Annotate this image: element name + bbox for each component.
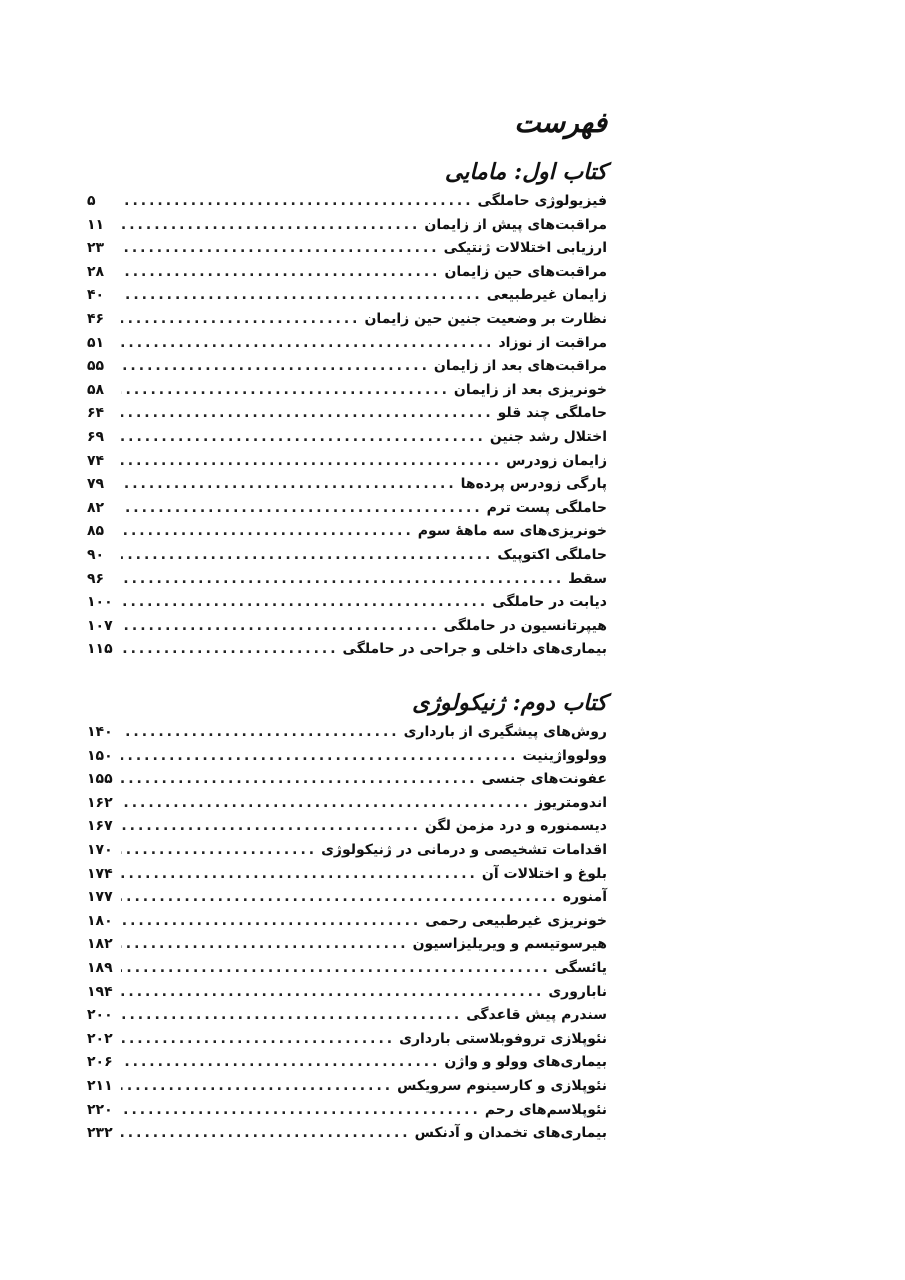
toc-entry-page-number: ۷۴ (87, 452, 105, 469)
toc-entry-page-number: ۶۴ (87, 405, 105, 422)
toc-entry[interactable] (87, 284, 607, 308)
dot-leader (121, 261, 440, 285)
toc-entry[interactable] (87, 497, 607, 521)
toc-entry[interactable] (87, 261, 607, 285)
dot-leader (121, 910, 421, 934)
toc-entry-title: روش‌های پیشگیری از بارداری (403, 724, 607, 740)
toc-entry[interactable] (87, 1075, 607, 1099)
toc-entry[interactable] (87, 910, 607, 934)
toc-entry[interactable] (87, 933, 607, 957)
toc-entry-page-number: ۱۱ (87, 216, 105, 233)
toc-entry[interactable] (87, 721, 607, 745)
toc-entry-page-number: ۶۹ (87, 428, 105, 445)
toc-entry-title: فیزیولوژی حاملگی (477, 193, 607, 209)
toc-entry[interactable] (87, 450, 607, 474)
toc-entry[interactable] (87, 544, 607, 568)
toc-entry-page-number: ۴۰ (87, 287, 105, 304)
dot-leader (121, 284, 483, 308)
dot-leader (121, 792, 531, 816)
toc-entry-title: ناباروری (548, 983, 607, 1000)
toc-entry-page-number: ۲۲۰ (87, 1101, 113, 1118)
toc-entry-page-number: ۲۰۶ (87, 1054, 113, 1071)
toc-list (87, 721, 607, 1146)
toc-entry-title: نئوپلازی و کارسینوم سرویکس (397, 1077, 607, 1094)
toc-entry-title: سندرم پیش قاعدگی (466, 1007, 607, 1024)
dot-leader (121, 450, 502, 474)
dot-leader (121, 402, 494, 426)
toc-entry-page-number: ۴۶ (87, 310, 105, 327)
toc-entry[interactable] (87, 190, 607, 214)
toc-entry[interactable] (87, 520, 607, 544)
toc-entry-page-number: ۱۴۰ (87, 724, 113, 740)
toc-entry-page-number: ۸۵ (87, 523, 105, 540)
toc-entry[interactable] (87, 839, 607, 863)
toc-entry-page-number: ۱۷۴ (87, 865, 113, 882)
dot-leader (121, 332, 494, 356)
toc-entry[interactable] (87, 1051, 607, 1075)
toc-entry[interactable] (87, 1004, 607, 1028)
toc-entry-page-number: ۱۶۲ (87, 794, 113, 811)
dot-leader (121, 863, 478, 887)
toc-entry[interactable] (87, 379, 607, 403)
toc-entry-page-number: ۸۲ (87, 499, 105, 516)
toc-entry[interactable] (87, 332, 607, 356)
toc-entry[interactable] (87, 638, 607, 662)
toc-entry-page-number: ۱۵۰ (87, 747, 113, 764)
dot-leader (121, 379, 450, 403)
toc-entry-title: هیرسوتیسم و ویریلیزاسیون (412, 936, 607, 953)
dot-leader (121, 886, 559, 910)
dot-leader (121, 615, 440, 639)
toc-list (87, 190, 607, 662)
toc-entry[interactable] (87, 568, 607, 592)
dot-leader (121, 1028, 395, 1052)
toc-entry-page-number: ۷۹ (87, 476, 105, 493)
toc-entry-title: خونریزی غیرطبیعی رحمی (425, 912, 607, 929)
toc-entry-page-number: ۲۰۰ (87, 1007, 113, 1024)
toc-entry-page-number: ۱۵۵ (87, 771, 113, 788)
toc-entry[interactable] (87, 1122, 607, 1146)
dot-leader (121, 190, 474, 214)
dot-leader (121, 214, 420, 238)
toc-entry-page-number: ۱۷۰ (87, 841, 113, 858)
dot-leader (121, 768, 478, 792)
toc-entry-page-number: ۱۸۲ (87, 936, 113, 953)
toc-entry[interactable] (87, 214, 607, 238)
toc-entry-page-number: ۱۰۷ (87, 617, 113, 634)
dot-leader (121, 520, 414, 544)
toc-entry-title: بیماری‌های وولو و واژن (444, 1054, 607, 1071)
toc-entry-title: نئوپلازی تروفوبلاستی بارداری (399, 1030, 607, 1047)
toc-entry[interactable] (87, 402, 607, 426)
dot-leader (121, 355, 430, 379)
toc-entry-page-number: ۵۱ (87, 334, 105, 351)
toc-entry-title: مراقبت از نوزاد (498, 334, 607, 351)
toc-entry[interactable] (87, 355, 607, 379)
toc-entry-title: مراقبت‌های پیش از زایمان (424, 216, 607, 233)
dot-leader (121, 1122, 411, 1146)
dot-leader (121, 745, 518, 769)
dot-leader (121, 638, 339, 662)
toc-entry-title: اختلال رشد جنین (489, 428, 607, 445)
dot-leader (121, 1099, 481, 1123)
toc-entry[interactable] (87, 863, 607, 887)
dot-leader (121, 544, 493, 568)
dot-leader (121, 721, 400, 745)
toc-entry-title: زایمان غیرطبیعی (486, 287, 607, 304)
dot-leader (121, 815, 421, 839)
toc-entry-title: زایمان زودرس (506, 452, 607, 469)
toc-entry-page-number: ۵ (87, 193, 96, 209)
toc-entry-page-number: ۱۹۴ (87, 983, 113, 1000)
toc-entry-page-number: ۱۸۰ (87, 912, 113, 929)
toc-entry-title: یائسگی (554, 959, 607, 976)
toc-entry-page-number: ۱۸۹ (87, 959, 113, 976)
toc-entry-page-number: ۲۳۲ (87, 1125, 113, 1142)
dot-leader (121, 497, 483, 521)
toc-entry[interactable] (87, 308, 607, 332)
toc-entry-page-number: ۲۰۲ (87, 1030, 113, 1047)
toc-entry[interactable] (87, 768, 607, 792)
toc-entry-title: دیابت در حاملگی (492, 594, 607, 611)
toc-entry-page-number: ۱۶۷ (87, 818, 113, 835)
toc-entry[interactable] (87, 981, 607, 1005)
toc-entry-title: خونریزی بعد از زایمان (453, 381, 607, 398)
dot-leader (121, 839, 317, 863)
toc-entry-title: بیماری‌های تخمدان و آدنکس (414, 1125, 607, 1142)
toc-entry-page-number: ۲۱۱ (87, 1077, 113, 1094)
dot-leader (121, 1051, 440, 1075)
toc-entry[interactable] (87, 591, 607, 615)
toc-entry-page-number: ۲۳ (87, 240, 105, 257)
toc-entry-title: اندومتریوز (534, 794, 607, 811)
dot-leader (121, 237, 440, 261)
toc-entry[interactable] (87, 745, 607, 769)
section-book-2 (87, 685, 607, 1146)
dot-leader (121, 1075, 393, 1099)
dot-leader (121, 308, 360, 332)
toc-entry-page-number: ۲۸ (87, 263, 105, 280)
dot-leader (121, 473, 457, 497)
toc-entry[interactable] (87, 426, 607, 450)
toc-entry-title: وولوواژینیت (522, 747, 607, 764)
dot-leader (121, 957, 551, 981)
toc-entry-title: بیماری‌های داخلی و جراحی در حاملگی (342, 641, 607, 658)
toc-entry[interactable] (87, 1028, 607, 1052)
toc-entry-page-number: ۱۰۰ (87, 594, 113, 611)
toc-entry-page-number: ۱۱۵ (87, 641, 113, 658)
dot-leader (121, 591, 488, 615)
dot-leader (121, 1004, 462, 1028)
toc-entry[interactable] (87, 473, 607, 497)
toc-entry-title: خونریزی‌های سه ماههٔ سوم (417, 523, 607, 540)
toc-entry-title: ارزیابی اختلالات ژنتیکی (443, 240, 607, 257)
toc-entry-title: حاملگی چند قلو (497, 405, 607, 422)
toc-entry-page-number: ۹۶ (87, 570, 105, 587)
toc-entry-title: حاملگی پست ترم (486, 499, 607, 516)
toc-entry[interactable] (87, 886, 607, 910)
toc-entry[interactable] (87, 237, 607, 261)
toc-entry-title: حاملگی اکتوپیک (497, 546, 607, 563)
section-heading: کتاب اول: مامایی (444, 159, 607, 185)
toc-entry-title: آمنوره (562, 889, 607, 906)
dot-leader (121, 426, 486, 450)
dot-leader (121, 933, 409, 957)
toc-entry-page-number: ۹۰ (87, 546, 105, 563)
toc-entry-title: بلوغ و اختلالات آن (481, 865, 607, 882)
toc-entry-title: پارگی زودرس پرده‌ها (460, 476, 607, 493)
toc-entry-title: مراقبت‌های بعد از زایمان (433, 358, 607, 375)
toc-entry-page-number: ۵۵ (87, 358, 105, 375)
toc-entry-title: عفونت‌های جنسی (481, 771, 607, 788)
toc-entry[interactable] (87, 815, 607, 839)
toc-entry-title: هیپرتانسیون در حاملگی (443, 617, 607, 634)
toc-entry-title: نظارت بر وضعیت جنین حین زایمان (364, 310, 607, 327)
toc-entry[interactable] (87, 1099, 607, 1123)
toc-entry-title: نئوپلاسم‌های رحم (484, 1101, 607, 1118)
toc-entry-title: سقط (568, 570, 607, 587)
page-title: فهرست (514, 106, 607, 139)
toc-entry[interactable] (87, 792, 607, 816)
toc-entry[interactable] (87, 615, 607, 639)
toc-entry-title: اقدامات تشخیصی و درمانی در ژنیکولوژی (321, 841, 607, 858)
toc-entry-page-number: ۱۷۷ (87, 889, 113, 906)
dot-leader (121, 568, 564, 592)
section-book-1 (87, 154, 607, 662)
toc-entry-title: دیسمنوره و درد مزمن لگن (424, 818, 607, 835)
toc-entry-title: مراقبت‌های حین زایمان (444, 263, 607, 280)
dot-leader (121, 981, 544, 1005)
section-heading: کتاب دوم: ژنیکولوژی (412, 690, 607, 716)
toc-entry-page-number: ۵۸ (87, 381, 105, 398)
toc-entry[interactable] (87, 957, 607, 981)
